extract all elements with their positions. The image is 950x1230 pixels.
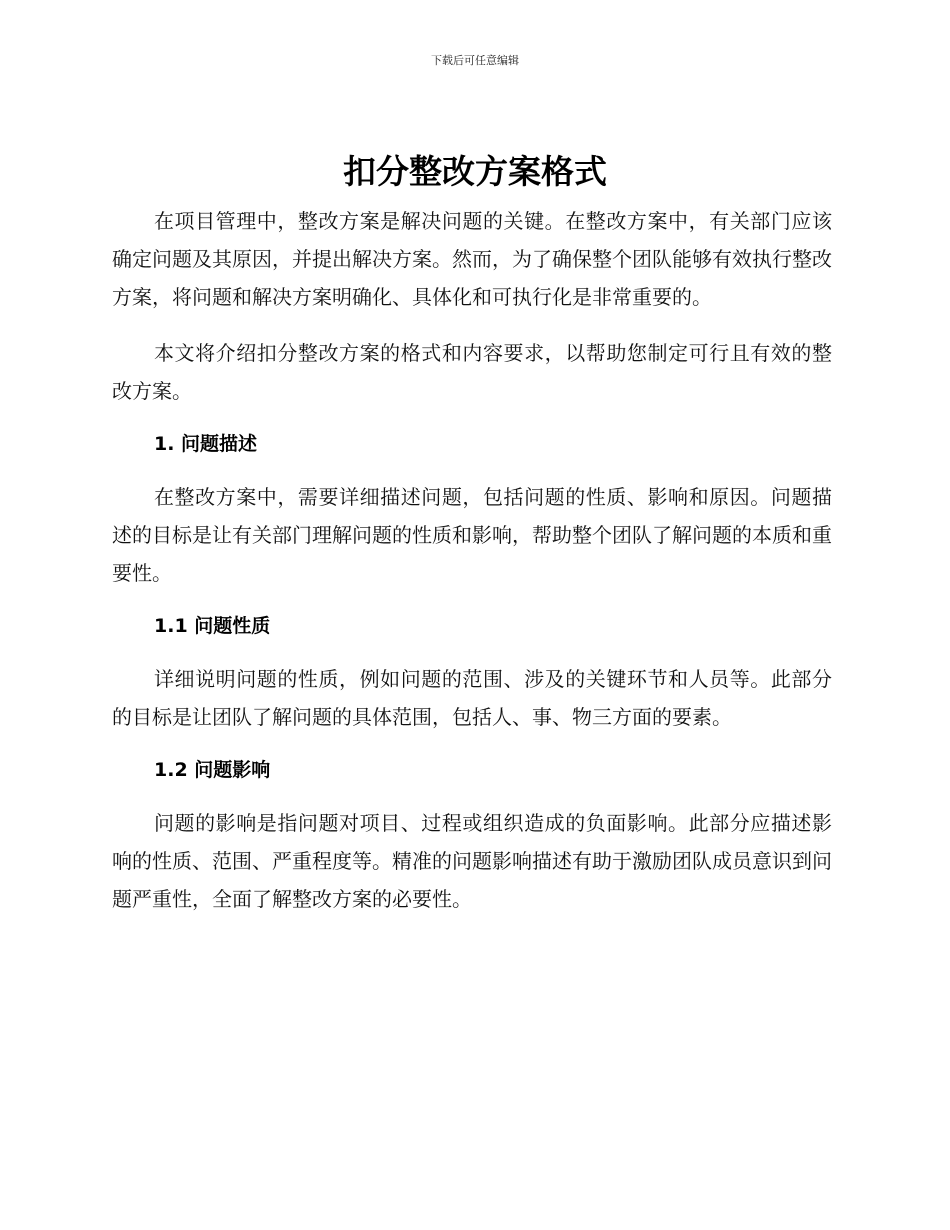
intro-paragraph-1: 在项目管理中，整改方案是解决问题的关键。在整改方案中，有关部门应该确定问题及其原因，并提出解决方案。然而，为了确保整个团队能够有效执行整改方案，将问题和解决方案明确化、具体化和可执行化是非常重要的。 [112,209,832,309]
section-heading-problem-impact: 1.2 问题影响 [154,759,271,781]
section-heading-problem-description: 1. 问题描述 [154,433,258,455]
section-heading-problem-nature: 1.1 问题性质 [154,615,271,637]
section-body-problem-nature: 详细说明问题的性质，例如问题的范围、涉及的关键环节和人员等。此部分的目标是让团队了解问题的具体范围，包括人、事、物三方面的要素。 [112,667,832,729]
section-body-problem-description: 在整改方案中，需要详细描述问题，包括问题的性质、影响和原因。问题描述的目标是让有关部门理解问题的性质和影响，帮助整个团队了解问题的本质和重要性。 [112,485,832,585]
document-body [112,202,832,918]
section-body-problem-impact: 问题的影响是指问题对项目、过程或组织造成的负面影响。此部分应描述影响的性质、范围、严重程度等。精准的问题影响描述有助于激励团队成员意识到问题严重性，全面了解整改方案的必要性。 [112,811,832,911]
intro-paragraph-2: 本文将介绍扣分整改方案的格式和内容要求，以帮助您制定可行且有效的整改方案。 [112,341,832,403]
page-header-note: 下载后可任意编辑 [431,54,519,67]
document-title: 扣分整改方案格式 [343,152,607,191]
